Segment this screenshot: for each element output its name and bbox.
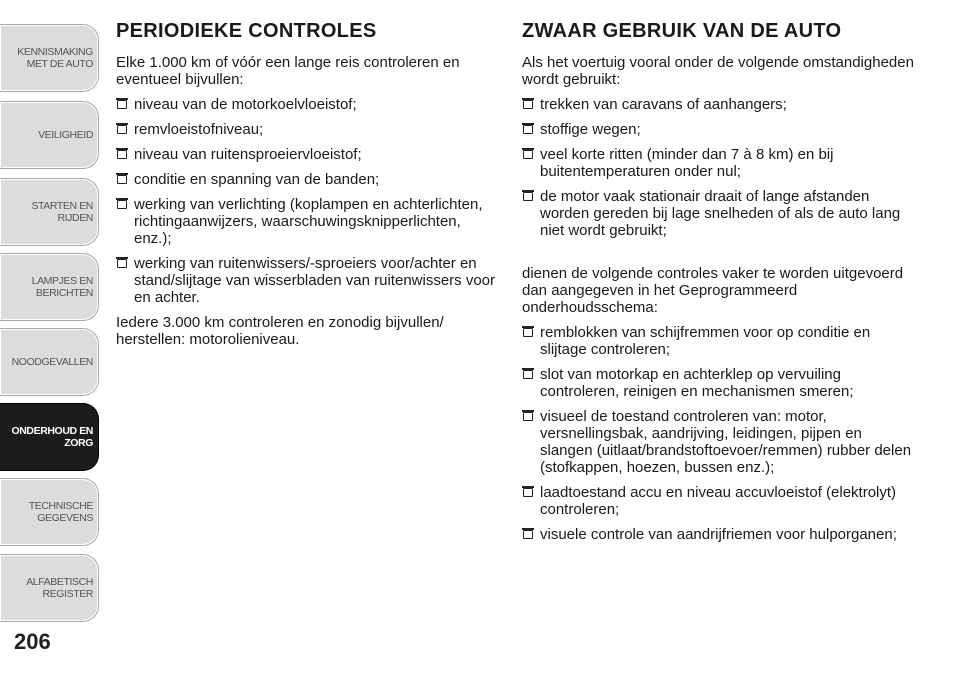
- tab-starten-en-rijden[interactable]: [0, 178, 99, 246]
- checkbox-icon: [523, 192, 533, 201]
- list-item: [522, 96, 917, 113]
- tab-label: TECHNISCHE GEGEVENS: [28, 500, 93, 524]
- tab-label: ONDERHOUD EN ZORG: [11, 425, 93, 449]
- list-item-text: werking van ruitenwissers/-sproeiers voor/achter en stand/slijtage van wisserbladen van ruitenwissers voor en achter.: [134, 255, 496, 306]
- list-item: [522, 484, 917, 518]
- list-item: [522, 146, 917, 180]
- chapter-tabs: [0, 0, 100, 678]
- list-item: [116, 255, 496, 306]
- checkbox-icon: [523, 100, 533, 109]
- tab-label: ALFABETISCH REGISTER: [26, 576, 93, 600]
- list-item-text: slot van motorkap en achterklep op vervuiling controleren, reinigen en mechanismen smeren;: [540, 366, 854, 400]
- list-item-text: niveau van de motorkoelvloeistof;: [134, 96, 357, 113]
- intro-text-2: dienen de volgende controles vaker te worden uitgevoerd dan aangegeven in het Geprogrammeerd onderhoudsschema:: [522, 265, 904, 316]
- periodic-checks-section: [116, 18, 496, 356]
- list-item: [522, 324, 917, 358]
- list-item: [522, 408, 917, 476]
- extra-check-list: [522, 324, 917, 543]
- checkbox-icon: [117, 259, 127, 268]
- list-item-text: conditie en spanning van de banden;: [134, 171, 380, 188]
- list-item: [522, 366, 917, 400]
- tab-noodgevallen[interactable]: [0, 328, 99, 396]
- tab-onderhoud-en-zorg[interactable]: [0, 403, 99, 471]
- checkbox-icon: [523, 488, 533, 497]
- tab-kennismaking[interactable]: [0, 24, 99, 92]
- list-item-text: veel korte ritten (minder dan 7 à 8 km) en bij buitentemperaturen onder nul;: [540, 146, 834, 180]
- checkbox-icon: [523, 412, 533, 421]
- intro-text: Als het voertuig vooral onder de volgende omstandigheden wordt gebruikt:: [522, 54, 914, 88]
- tab-alfabetisch-register[interactable]: [0, 554, 99, 622]
- list-item-text: de motor vaak stationair draait of lange afstanden worden gereden bij lage snelheden of als de auto lang niet wordt gebruikt;: [540, 188, 901, 239]
- list-item-text: visueel de toestand controleren van: motor, versnellingsbak, aandrijving, leidingen, pijpen en slangen (uitlaat/brandstoftoevoer/remmen) rubber delen (stofkappen, hoezen, bussen enz.);: [540, 408, 912, 476]
- check-list: [116, 96, 496, 306]
- condition-list: [522, 96, 917, 239]
- tab-label: KENNISMAKING MET DE AUTO: [17, 46, 93, 70]
- tab-lampjes-en-berichten[interactable]: [0, 253, 99, 321]
- list-item-text: laadtoestand accu en niveau accuvloeistof (elektrolyt) controleren;: [540, 484, 897, 518]
- tab-technische-gegevens[interactable]: [0, 478, 99, 546]
- checkbox-icon: [523, 328, 533, 337]
- heavy-use-section: [522, 18, 917, 551]
- list-item: [522, 121, 917, 138]
- checkbox-icon: [117, 200, 127, 209]
- list-item: [116, 96, 496, 113]
- section-heading: PERIODIEKE CONTROLES: [116, 20, 377, 42]
- list-item: [116, 171, 496, 188]
- list-item-text: trekken van caravans of aanhangers;: [540, 96, 787, 113]
- list-item-text: niveau van ruitensproeiervloeistof;: [134, 146, 362, 163]
- footer-text: Iedere 3.000 km controleren en zonodig bijvullen/ herstellen: motorolieniveau.: [116, 314, 444, 348]
- tab-label: LAMPJES EN BERICHTEN: [31, 275, 93, 299]
- tab-label: NOODGEVALLEN: [11, 356, 93, 368]
- section-heading: ZWAAR GEBRUIK VAN DE AUTO: [522, 20, 842, 42]
- list-item: [522, 188, 917, 239]
- checkbox-icon: [523, 530, 533, 539]
- checkbox-icon: [523, 370, 533, 379]
- tab-veiligheid[interactable]: [0, 101, 99, 169]
- intro-text: Elke 1.000 km of vóór een lange reis controleren en eventueel bijvullen:: [116, 54, 460, 88]
- list-item: [116, 196, 496, 247]
- checkbox-icon: [117, 175, 127, 184]
- list-item-text: visuele controle van aandrijfriemen voor hulporganen;: [540, 526, 897, 543]
- page-number: 206: [14, 629, 51, 654]
- list-item-text: remblokken van schijfremmen voor op conditie en slijtage controleren;: [540, 324, 871, 358]
- checkbox-icon: [117, 100, 127, 109]
- list-item: [116, 146, 496, 163]
- list-item-text: remvloeistofniveau;: [134, 121, 264, 138]
- checkbox-icon: [117, 125, 127, 134]
- tab-label: VEILIGHEID: [38, 129, 93, 141]
- checkbox-icon: [117, 150, 127, 159]
- list-item-text: stoffige wegen;: [540, 121, 641, 138]
- checkbox-icon: [523, 125, 533, 134]
- list-item: [522, 526, 917, 543]
- tab-label: STARTEN EN RIJDEN: [31, 200, 93, 224]
- checkbox-icon: [523, 150, 533, 159]
- list-item: [116, 121, 496, 138]
- list-item-text: werking van verlichting (koplampen en achterlichten, richtingaanwijzers, waarschuwingsknipperlichten, enz.);: [134, 196, 483, 247]
